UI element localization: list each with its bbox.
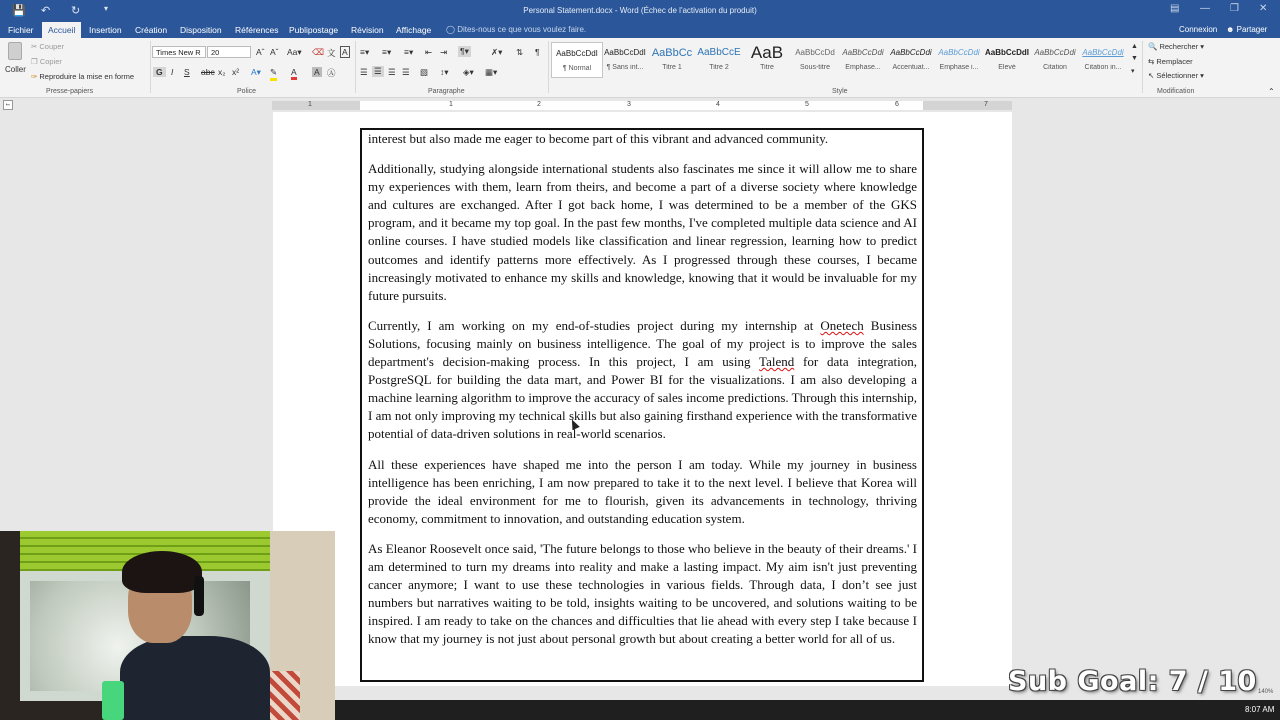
share-label: Partager <box>1236 25 1268 34</box>
ruler-number: 7 <box>984 101 988 108</box>
style-label: Titre 2 <box>709 64 729 71</box>
asian-layout-icon[interactable]: ✗▾ <box>491 47 503 57</box>
style-label: Sous-titre <box>800 64 830 71</box>
document-body[interactable] <box>368 130 917 660</box>
sort-icon[interactable]: ⇅ <box>516 47 524 57</box>
paste-icon[interactable] <box>8 42 22 60</box>
style-preview: AaBbCcDdI <box>984 48 1029 57</box>
tab-affichage[interactable]: Affichage <box>396 25 432 35</box>
style-label: Emphase i... <box>939 64 979 71</box>
ribbon-tabs <box>0 22 1280 38</box>
webcam-person <box>120 551 270 720</box>
style-subtitle[interactable] <box>789 42 841 78</box>
clear-format-icon[interactable]: ⌫ <box>312 47 325 57</box>
save-icon[interactable]: 💾 <box>12 5 26 17</box>
search-icon: 🔍 <box>1148 42 1160 51</box>
person-hair <box>122 551 202 593</box>
select-button[interactable]: ↖ Sélectionner ▾ <box>1148 71 1204 80</box>
replace-icon: ⇆ <box>1148 57 1157 66</box>
redo-icon[interactable]: ↻ <box>71 5 81 17</box>
misspelled-word[interactable]: Onetech <box>820 317 864 333</box>
brush-icon: ✑ <box>31 72 40 81</box>
show-marks-icon[interactable]: ¶ <box>535 47 540 57</box>
style-intense-quote[interactable] <box>1077 42 1129 78</box>
taskbar <box>335 700 1280 720</box>
ruler-number: 2 <box>537 101 541 108</box>
style-label: Citation <box>1043 64 1067 71</box>
sign-in-link[interactable]: Connexion <box>1179 25 1218 34</box>
ruler-number: 6 <box>895 101 899 108</box>
paragraph[interactable]: As Eleanor Roosevelt once said, 'The future belongs to those who believe in the beauty of their dreams.' I am determined to turn my dreams into reality and make a lasting impact. My aim isn't just preventing cancer anymore; I want to use these technologies in various fields. Through data, I don’t see just numbers but narratives waiting to be told, insights waiting to be uncovered, and solutions waiting to be inspired. I am ready to take on the chances and difficulties that lie ahead with every step I take because I know that my journey is not just about personal growth but about creating a better world for all of us. <box>368 540 917 647</box>
divider <box>150 41 151 93</box>
styles-gallery <box>551 42 1131 78</box>
highlight-icon[interactable]: ✎ <box>270 67 277 81</box>
replace-label: Remplacer <box>1156 57 1193 66</box>
replace-button[interactable] <box>1148 57 1193 66</box>
style-label: Titre <box>760 64 774 71</box>
clock[interactable]: 8:07 AM <box>1245 705 1275 714</box>
align-right-icon[interactable]: ☰ <box>388 67 396 77</box>
text-direction-icon[interactable]: ¶▾ <box>460 46 469 56</box>
strikethrough-icon[interactable]: abc <box>201 67 215 77</box>
style-preview: AaBbCcDdi <box>1034 48 1076 57</box>
text-run: Currently, I am working on my end-of-studies project during my internship at <box>368 317 821 333</box>
style-label: Élevé <box>998 64 1016 71</box>
style-preview: AaBbCcDdI <box>604 48 646 57</box>
person-icon: ☻ <box>1226 25 1237 34</box>
style-label: Citation in... <box>1084 64 1122 71</box>
style-subtle-emphasis[interactable] <box>837 42 889 78</box>
group-label-editing: Modification <box>1157 88 1195 95</box>
justify-icon[interactable]: ☰ <box>402 67 410 77</box>
style-label: Titre 1 <box>662 64 682 71</box>
style-label: ¶ Normal <box>562 65 592 72</box>
divider <box>355 41 356 93</box>
misspelled-word[interactable]: Talend <box>759 354 795 370</box>
distributed-icon[interactable]: ▧ <box>420 67 429 77</box>
style-label: Accentuat... <box>892 64 930 71</box>
tab-creation[interactable]: Création <box>135 25 168 35</box>
subscript-icon[interactable]: x₂ <box>218 67 226 77</box>
tab-insertion[interactable]: Insertion <box>89 25 122 35</box>
grow-font-icon[interactable]: Aˆ <box>256 47 265 57</box>
style-title[interactable] <box>741 42 793 78</box>
char-shading-icon[interactable]: A <box>314 67 320 77</box>
select-label: Sélectionner <box>1156 71 1199 80</box>
find-button[interactable]: 🔍 Rechercher ▾ <box>1148 42 1205 51</box>
multilevel-list-icon[interactable]: ≡▾ <box>404 47 414 57</box>
horizontal-ruler[interactable] <box>272 101 1012 110</box>
paragraph[interactable]: Additionally, studying alongside international students also fascinates me since it will allow me to share my experiences with them, learn from theirs, and become a part of a diverse society where knowledge and cultures are exchanged. After I got back home, I was determined to be a member of the GKS program, and it became my top goal. In the past few months, I've completed multiple data science and AI online courses. I have studied models like classification and linear regression, learning how to predict outcomes and identify patterns more effectively. As I progressed through these courses, I became increasingly motivated to enhance my skills and knowledge, knowing that it would be invaluable for my future pursuits. <box>368 161 917 303</box>
collapse-ribbon-icon[interactable]: ⌃ <box>1268 87 1275 96</box>
style-preview: AaBbCcDd <box>795 48 835 57</box>
person-body <box>120 636 270 720</box>
group-label-font: Police <box>237 88 257 95</box>
cut-button[interactable] <box>31 42 64 51</box>
style-label: ¶ Sans int... <box>606 64 644 71</box>
numbering-icon[interactable]: ≡▾ <box>382 47 392 57</box>
style-normal[interactable] <box>551 42 603 78</box>
phonetic-icon[interactable]: 文 <box>327 48 336 58</box>
style-label: Emphase... <box>845 64 881 71</box>
ruler-number: 5 <box>805 101 809 108</box>
ruler-number: 4 <box>716 101 720 108</box>
zoom-level[interactable]: 140% <box>1258 689 1274 695</box>
char-border-icon[interactable]: A <box>342 47 348 57</box>
document-border-box <box>360 128 924 682</box>
tell-me-text: Dites-nous ce que vous voulez faire. <box>457 25 587 34</box>
title-bar <box>0 0 1280 22</box>
cursor-icon: ↖ <box>1148 71 1157 80</box>
gallery-scroll-up-icon[interactable]: ▲ <box>1131 43 1138 50</box>
font-color-icon[interactable]: A <box>291 67 297 80</box>
style-preview: AaBbCcDdi <box>842 48 884 57</box>
minimize-icon[interactable]: — <box>1200 3 1210 14</box>
text-run: Business Solutions, focusing mainly on business intelligence. The goal of my project is to improve the sales department's decision-making process. In this project, I am using <box>368 317 918 370</box>
tab-references[interactable]: Références <box>235 25 279 35</box>
style-strong[interactable] <box>981 42 1033 78</box>
webcam-overlay <box>0 531 335 720</box>
style-preview: AaBbCcDdi <box>890 48 932 57</box>
gallery-more-icon[interactable]: ▾ <box>1131 68 1135 75</box>
copy-button[interactable] <box>31 57 62 66</box>
undo-icon[interactable]: ↶ <box>41 5 51 17</box>
restore-icon[interactable]: ❐ <box>1230 3 1239 14</box>
enclose-char-icon[interactable]: Ⓐ <box>327 68 336 78</box>
paragraph[interactable] <box>368 317 917 444</box>
tab-disposition[interactable]: Disposition <box>180 25 222 35</box>
window-title: Personal Statement.docx - Word (Échec de l'activation du produit) <box>523 6 757 15</box>
font-size-combo[interactable]: 20 <box>207 46 251 58</box>
style-no-spacing[interactable] <box>599 42 651 78</box>
close-icon[interactable]: ✕ <box>1259 3 1268 14</box>
subgoal-overlay-text: Sub Goal: 7 / 10 <box>1008 666 1257 697</box>
bullets-icon[interactable]: ≡▾ <box>360 47 370 57</box>
increase-indent-icon[interactable]: ⇥ <box>440 47 448 57</box>
group-label-style: Style <box>832 88 848 95</box>
tab-fichier[interactable]: Fichier <box>8 25 34 35</box>
microphone-icon <box>102 681 124 720</box>
ruler-number: 1 <box>308 101 312 108</box>
shading-icon[interactable]: ◈▾ <box>463 67 474 77</box>
style-heading-1[interactable] <box>646 42 698 78</box>
tab-revision[interactable]: Révision <box>351 25 384 35</box>
style-quote[interactable] <box>1029 42 1081 78</box>
ruler-number: 3 <box>627 101 631 108</box>
headphone-icon <box>194 576 204 616</box>
bold-icon[interactable]: G <box>153 67 166 77</box>
tab-accueil[interactable]: Accueil <box>42 22 81 38</box>
group-label-clipboard: Presse-papiers <box>46 88 94 95</box>
underline-icon[interactable]: S <box>184 67 190 77</box>
gallery-scroll-down-icon[interactable]: ▼ <box>1131 55 1138 62</box>
ribbon <box>0 38 1280 98</box>
borders-icon[interactable]: ▦▾ <box>485 67 498 77</box>
tell-me-search[interactable] <box>446 25 586 34</box>
tab-selector[interactable]: ⌙ <box>3 100 13 110</box>
style-emphasis[interactable] <box>885 42 937 78</box>
style-preview: AaBbCc <box>651 47 693 59</box>
text-effects-icon[interactable]: A▾ <box>251 67 261 77</box>
font-name-combo[interactable]: Times New R <box>152 46 206 58</box>
cut-label: Couper <box>39 42 64 51</box>
divider <box>548 41 549 93</box>
share-button[interactable] <box>1226 25 1267 34</box>
lightbulb-icon: ◯ <box>446 25 458 34</box>
customize-toolbar-icon[interactable]: ▾ <box>104 4 109 13</box>
paragraph[interactable]: interest but also made me eager to become part of this vibrant and advanced community. <box>368 131 829 146</box>
style-intense-emphasis[interactable] <box>933 42 985 78</box>
copy-icon: ❐ <box>31 57 40 66</box>
text-run: for data integration, PostgreSQL for building the data mart, and Power BI for the visualizations. I am also developing a machine learning algorithm to improve the accuracy of sales income predictions. Through this internship, I am not only improving my technical skills but also gaining firsthand experience with the transformative potential of data-driven solutions in real-world scenarios. <box>368 354 917 442</box>
ribbon-display-icon[interactable]: ▤ <box>1170 3 1180 14</box>
scissors-icon: ✂ <box>31 42 40 51</box>
tab-publipostage[interactable]: Publipostage <box>289 25 339 35</box>
style-preview: AaBbCcDdI <box>556 49 598 58</box>
ruler-text-area <box>360 101 923 110</box>
line-spacing-icon[interactable]: ↕▾ <box>440 67 449 77</box>
ruler-number: 1 <box>449 101 453 108</box>
paste-button[interactable]: Coller <box>5 65 26 74</box>
align-center-icon[interactable]: ☰ <box>374 66 382 76</box>
align-left-icon[interactable]: ☰ <box>360 67 368 77</box>
paragraph[interactable]: All these experiences have shaped me into the person I am today. While my journey in business intelligence has been enriching, I am now prepared to take it to the next level. I believe that Korea will provide the ideal environment for me to flourish, given its advancements in technology, thriving economy, commitment to innovation, and outstanding education system. <box>368 456 917 526</box>
shrink-font-icon[interactable]: Aˇ <box>270 47 279 57</box>
style-heading-2[interactable] <box>693 42 745 78</box>
divider <box>1142 41 1143 93</box>
style-preview: AaB <box>750 43 784 62</box>
decrease-indent-icon[interactable]: ⇤ <box>425 47 433 57</box>
style-preview: AaBbCcDdi <box>938 48 980 57</box>
format-painter-button[interactable] <box>31 72 134 81</box>
superscript-icon[interactable]: x² <box>232 67 240 77</box>
change-case-icon[interactable]: Aa▾ <box>287 47 302 57</box>
style-preview: AaBbCcDdi <box>1082 48 1124 57</box>
style-preview: AaBbCcE <box>697 47 741 58</box>
copy-label: Copier <box>39 57 62 66</box>
italic-icon[interactable]: I <box>171 67 174 77</box>
find-label: Rechercher <box>1159 42 1199 51</box>
group-label-paragraph: Paragraphe <box>428 88 465 95</box>
format-painter-label: Reproduire la mise en forme <box>39 72 135 81</box>
